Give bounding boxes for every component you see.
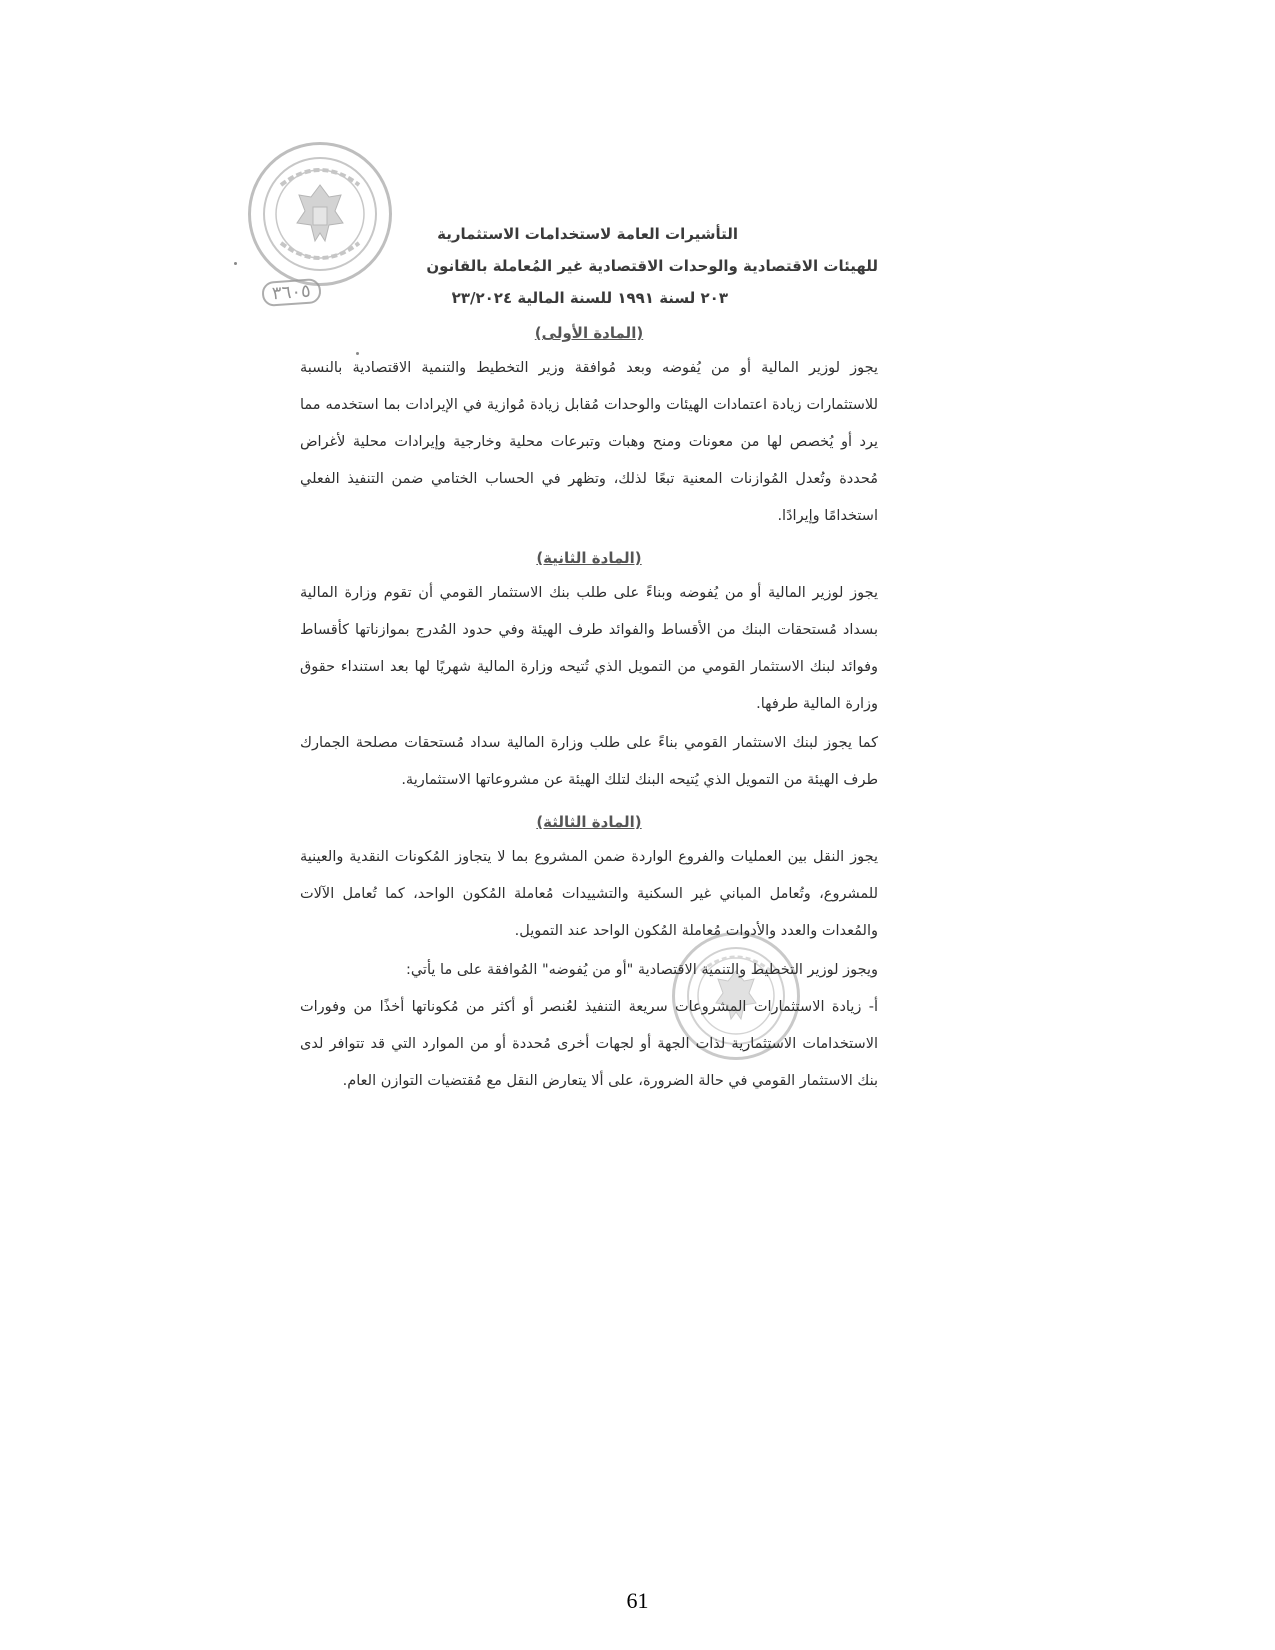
document-title-line-1: التأشيرات العامة لاستخدامات الاستثمارية: [437, 225, 738, 243]
article-3-paragraph-1: يجوز النقل بين العمليات والفروع الواردة ضمن المشروع بما لا يتجاوز المُكونات النقدية والعينية للمشروع، وتُعامل المباني غير السكنية والتشييدات مُعاملة المُكون الواحد، كما تُعامل الآلات والمُعدات والعدد والأدوات مُعاملة المُكون الواحد عند التمويل.: [300, 849, 878, 939]
seal-number-stamp: ٣٦٠٥: [261, 278, 321, 307]
article-3-paragraph-2: ويجوز لوزير التخطيط والتنمية الاقتصادية "أو من يُفوضه" المُوافقة على ما يأتي:: [405, 962, 878, 978]
article-3-heading: (المادة الثالثة): [536, 813, 642, 831]
article-1-heading: (المادة الأولى): [534, 324, 644, 342]
article-2-paragraph-1: يجوز لوزير المالية أو من يُفوضه وبناءً على طلب بنك الاستثمار القومي أن تقوم وزارة المالية بسداد مُستحقات البنك من الأقساط والفوائد طرف الهيئة وفي حدود المُدرج بموازناتها كأقساط وفوائد لبنك الاستثمار القومي من التمويل الذي تُتيحه وزارة المالية شهريًا لها بعد استنداء حقوق وزارة المالية طرفها.: [300, 585, 878, 712]
article-2-heading: (المادة الثانية): [536, 549, 642, 567]
article-3-list: [300, 989, 878, 1100]
scan-speck: [234, 262, 237, 265]
list-item: أ- زيادة الاستثمارات المشروعات سريعة التنفيذ لعُنصر أو أكثر من مُكوناتها أخذًا من وفورات الاستخدامات الاستثمارية لذات الجهة أو لجهات أخرى مُحددة أو من الموارد التي قد تتوافر لدى بنك الاستثمار القومي في حالة الضرورة، على ألا يتعارض النقل مع مُقتضيات التوازن العام.: [300, 999, 878, 1089]
document-body: [300, 222, 878, 1100]
document-title-line-3: ٢٠٣ لسنة ١٩٩١ للسنة المالية ٢٣/٢٠٢٤: [451, 289, 728, 307]
article-1-paragraph: يجوز لوزير المالية أو من يُفوضه وبعد مُوافقة وزير التخطيط والتنمية الاقتصادية بالنسبة للاستثمارات زيادة اعتمادات الهيئات والوحدات مُقابل زيادة مُوازية في الإيرادات بما استخدمه مما يرد أو يُخصص لها من معونات ومنح وهبات وتبرعات محلية وخارجية وإيرادات محلية لأغراض مُحددة وتُعدل المُوازنات المعنية تبعًا لذلك، وتظهر في الحساب الختامي ضمن التنفيذ الفعلي استخدامًا وإيرادًا.: [300, 360, 878, 524]
document-title-line-2: للهيئات الاقتصادية والوحدات الاقتصادية غير المُعاملة بالقانون: [426, 257, 878, 275]
article-2-paragraph-2: كما يجوز لبنك الاستثمار القومي بناءً على طلب وزارة المالية سداد مُستحقات مصلحة الجمارك طرف الهيئة من التمويل الذي يُتيحه البنك لتلك الهيئة عن مشروعاتها الاستثمارية.: [300, 735, 878, 788]
page-number: 61: [626, 1588, 649, 1613]
